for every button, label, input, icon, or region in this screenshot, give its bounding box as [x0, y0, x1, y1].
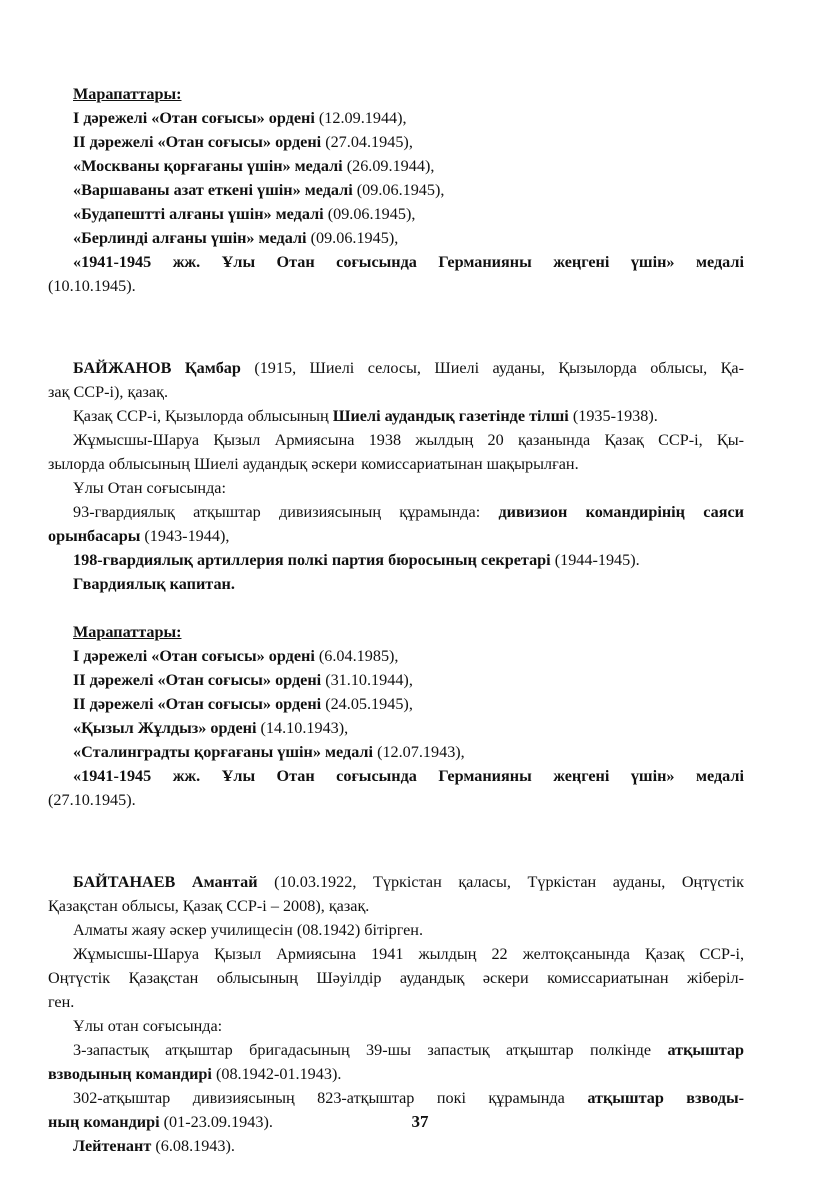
award-line: «Берлинді алғаны үшін» медалі (09.06.1945),: [73, 229, 399, 247]
bio-paragraph: Жұмысшы-Шаруа Қызыл Армиясына 1941 жылдың 22 желтоқсанында Қазақ ССР-і,: [73, 945, 744, 963]
bio-paragraph: Алматы жаяу әскер училищесін (08.1942) бітірген.: [73, 921, 424, 939]
bio-paragraph-continuation: Оңтүстік Қазақстан облысының Шәуілдір аудандық әскери комиссариатынан жіберіл-: [48, 969, 744, 987]
bio-paragraph: 302-атқыштар дивизиясының 823-атқыштар покі құрамында атқыштар взводы-: [73, 1089, 744, 1107]
award-line: I дәрежелі «Отан соғысы» ордені (6.04.1985),: [73, 647, 399, 665]
bio-paragraph: 3-запастық атқыштар бригадасының 39-шы запастық атқыштар полкінде атқыштар: [73, 1041, 744, 1059]
bio-paragraph-continuation: ның командирі (01-23.09.1943).: [48, 1113, 273, 1131]
bio-paragraph-continuation: орынбасары (1943-1944),: [48, 527, 230, 545]
award-line: I дәрежелі «Отан соғысы» ордені (12.09.1944),: [73, 109, 407, 127]
awards-heading: Марапаттары:: [73, 85, 182, 103]
bio-paragraph: 93-гвардиялық атқыштар дивизиясының құрамында: дивизион командирінің саяси: [73, 503, 744, 521]
award-line: «1941-1945 жж. Ұлы Отан соғысында Германияны жеңгені үшін» медалі: [73, 767, 744, 785]
award-line: II дәрежелі «Отан соғысы» ордені (31.10.1944),: [73, 671, 413, 689]
award-line: II дәрежелі «Отан соғысы» ордені (27.04.1945),: [73, 133, 413, 151]
award-line: «Москваны қорғағаны үшін» медалі (26.09.1944),: [73, 157, 435, 175]
document-page: [48, 82, 744, 1158]
military-rank: Гвардиялық капитан.: [73, 575, 235, 593]
page-number: 37: [411, 1112, 429, 1131]
person-entry-header-continuation: зақ ССР-і), қазақ.: [48, 383, 168, 401]
person-entry-header-continuation: Қазақстан облысы, Қазақ ССР-і – 2008), қазақ.: [48, 897, 370, 915]
bio-paragraph: Қазақ ССР-і, Қызылорда облысының Шиелі аудандық газетінде тілші (1935-1938).: [73, 407, 658, 425]
bio-paragraph: 198-гвардиялық артиллерия полкі партия бюросының секретарі (1944-1945).: [73, 551, 640, 569]
award-line: «Варшаваны азат еткені үшін» медалі (09.06.1945),: [73, 181, 445, 199]
bio-paragraph-continuation: зылорда облысының Шиелі аудандық әскери комиссариатынан шақырылған.: [48, 455, 579, 473]
bio-paragraph-continuation: взводының командирі (08.1942-01.1943).: [48, 1065, 342, 1083]
person-entry-header: БАЙТАНАЕВ Амантай (10.03.1922, Түркістан қаласы, Түркістан ауданы, Оңтүстік: [73, 873, 744, 891]
award-line: «Будапештті алғаны үшін» медалі (09.06.1945),: [73, 205, 416, 223]
award-line: II дәрежелі «Отан соғысы» ордені (24.05.1945),: [73, 695, 413, 713]
award-line: «Қызыл Жұлдыз» ордені (14.10.1943),: [73, 719, 349, 737]
bio-paragraph: Жұмысшы-Шаруа Қызыл Армиясына 1938 жылдың 20 қазанында Қазақ ССР-і, Қы-: [73, 431, 744, 449]
bio-paragraph-continuation: ген.: [48, 993, 75, 1011]
awards-heading: Марапаттары:: [73, 623, 182, 641]
bio-paragraph: Ұлы отан соғысында:: [73, 1017, 223, 1035]
military-rank: Лейтенант (6.08.1943).: [73, 1137, 235, 1155]
bio-paragraph: Ұлы Отан соғысында:: [73, 479, 226, 497]
award-line-continuation: (10.10.1945).: [48, 277, 136, 295]
award-line: «1941-1945 жж. Ұлы Отан соғысында Германияны жеңгені үшін» медалі: [73, 253, 744, 271]
award-line-continuation: (27.10.1945).: [48, 791, 136, 809]
award-line: «Сталинградты қорғағаны үшін» медалі (12.07.1943),: [73, 743, 465, 761]
person-entry-header: БАЙЖАНОВ Қамбар (1915, Шиелі селосы, Шиелі ауданы, Қызылорда облысы, Қа-: [73, 359, 744, 377]
